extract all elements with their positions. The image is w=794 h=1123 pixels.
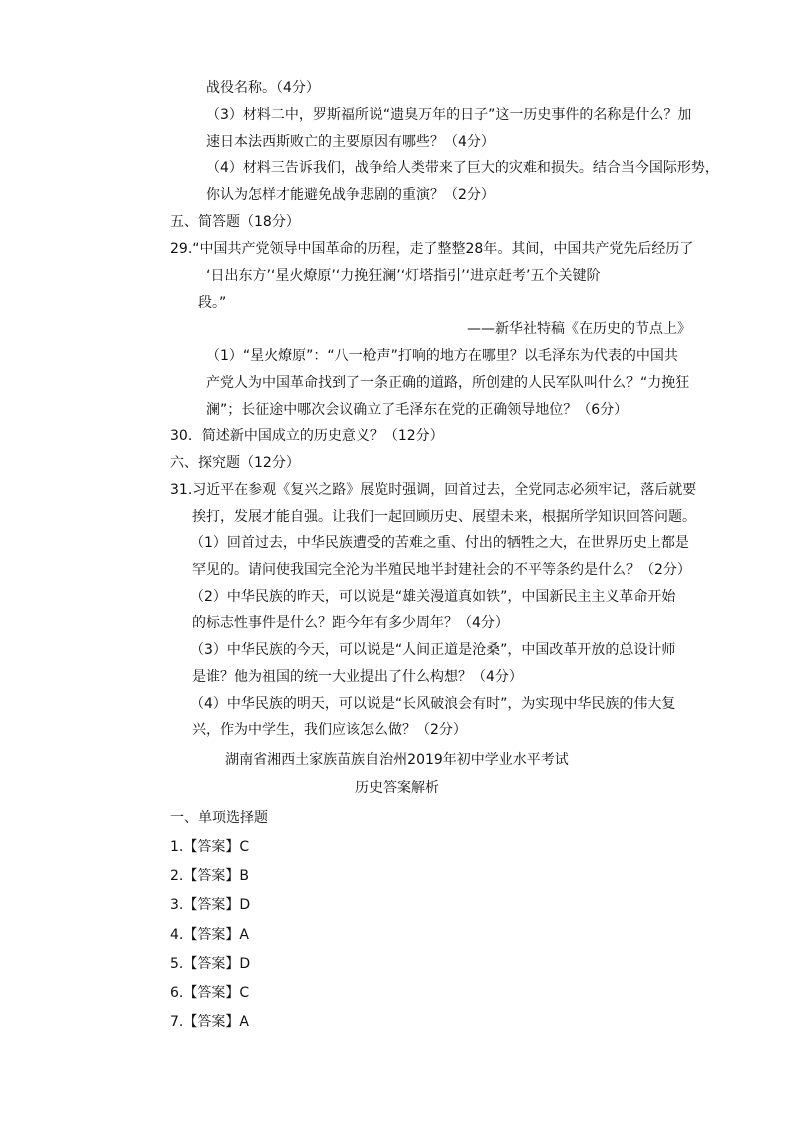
section6-title: 六、探究题（12分） (170, 455, 300, 471)
answer-1: 1.【答案】C (170, 839, 250, 855)
q28-line: 战役名称。（4分） (206, 80, 320, 96)
q31-sub4-line2: 兴，作为中学生，我们应该怎么做？（2分） (192, 722, 467, 738)
q29-line3: 段。” (198, 295, 227, 311)
answer-2: 2.【答案】B (170, 868, 249, 884)
answer-3: 3.【答案】D (170, 897, 251, 913)
q31-sub1-line1: （1）回首过去，中华民族遭受的苦难之重、付出的牺牲之大，在世界历史上都是 (190, 535, 689, 551)
q31-sub2-line1: （2）中华民族的昨天，可以说是“雄关漫道真如铁”，中国新民主主义革命开始 (190, 589, 676, 605)
q29-sub1-line2: 产党人为中国革命找到了一条正确的道路，所创建的人民军队叫什么？“力挽狂 (206, 375, 690, 391)
q28-sub3-line2: 速日本法西斯败亡的主要原因有哪些？（4分） (206, 134, 495, 150)
q31-line2: 挨打，发展才能自强。让我们一起回顾历史、展望未来，根据所学知识回答问题。 (192, 509, 696, 525)
section1-title: 一、单项选择题 (170, 810, 268, 826)
q28-sub3-line1: （3）材料二中，罗斯福所说“遗臭万年的日子”这一历史事件的名称是什么？加 (206, 107, 692, 123)
answer-5: 5.【答案】D (170, 956, 251, 972)
q31-sub4-line1: （4）中华民族的明天，可以说是“长风破浪会有时”，为实现中华民族的伟大复 (190, 696, 676, 712)
q31-sub3-line2: 是谁？他为祖国的统一大业提出了什么构想？（4分） (192, 669, 523, 685)
q31-sub1-line2: 罕见的。请问使我国完全沦为半殖民地半封建社会的不平等条约是什么？（2分） (192, 562, 691, 578)
q29-source: ——新华社特稿《在历史的节点上》 (467, 321, 691, 337)
q28-sub4-line2: 你认为怎样才能避免战争悲剧的重演？（2分） (206, 187, 495, 203)
q29-line1: 29.“中国共产党领导中国革命的历程，走了整整28年。其间，中国共产党先后经历了 (170, 241, 694, 257)
q29-sub1-line3: 澜”；长征途中哪次会议确立了毛泽东在党的正确领导地位？（6分） (206, 402, 629, 418)
q29-sub1-line1: （1）“星火燎原”：“八一枪声”打响的地方在哪里？以毛泽东为代表的中国共 (206, 348, 678, 364)
section5-title: 五、简答题（18分） (170, 214, 300, 230)
answer-title: 湖南省湘西土家族苗族自治州2019年初中学业水平考试 (225, 752, 569, 768)
q31-sub3-line1: （3）中华民族的今天，可以说是“人间正道是沧桑”，中国改革开放的总设计师 (190, 642, 676, 658)
answer-4: 4.【答案】A (170, 927, 249, 943)
q30: 30．简述新中国成立的历史意义？（12分） (170, 428, 444, 444)
answer-7: 7.【答案】A (170, 1014, 249, 1030)
q29-line2: ‘日出东方’‘星火燎原’‘力挽狂澜’‘灯塔指引’‘进京赶考’五个关键阶 (206, 268, 601, 284)
q28-sub4-line1: （4）材料三告诉我们，战争给人类带来了巨大的灾难和损失。结合当今国际形势， (206, 160, 719, 176)
q31-sub2-line2: 的标志性事件是什么？距今年有多少周年？（4分） (192, 615, 509, 631)
q31-line1: 31.习近平在参观《复兴之路》展览时强调，回首过去，全党同志必须牢记，落后就要 (170, 482, 697, 498)
answer-6: 6.【答案】C (170, 985, 250, 1001)
answer-subtitle: 历史答案解析 (355, 780, 439, 796)
